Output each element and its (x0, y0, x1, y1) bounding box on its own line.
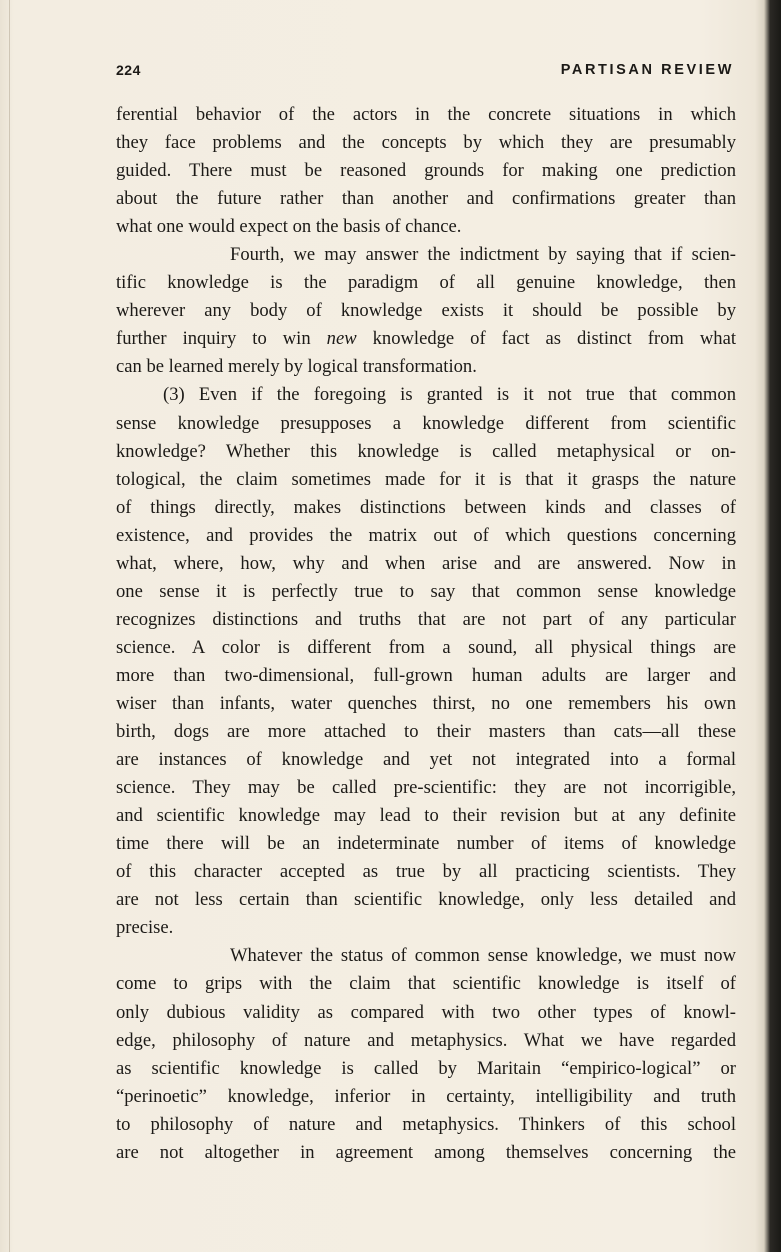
page-gutter-edge (9, 0, 10, 1252)
text-line-content: wiser than infants, water quenches thirst, no one remembers his own (116, 692, 736, 714)
text-line (116, 466, 736, 494)
text-line (116, 410, 736, 438)
text-line (116, 241, 736, 269)
text-line (116, 438, 736, 466)
text-line (116, 718, 736, 746)
text-line-content: time there will be an indeterminate number of items of knowledge (116, 833, 736, 855)
text-line (116, 970, 736, 998)
text-line-content: are instances of knowledge and yet not integrated into a formal (116, 749, 736, 771)
text-line (116, 381, 736, 409)
text-line-content: sense knowledge presupposes a knowledge different from scientific (116, 412, 736, 434)
text-line-content: recognizes distinctions and truths that are not part of any particular (116, 608, 736, 630)
text-line-content: more than two-dimensional, full-grown human adults are larger and (116, 664, 736, 686)
text-line (116, 662, 736, 690)
text-line (116, 297, 736, 325)
text-line-content: of this character accepted as true by all practicing scientists. They (116, 861, 736, 883)
text-line (116, 802, 736, 830)
text-line (116, 101, 736, 129)
text-line-content: (3) Even if the foregoing is granted is it not true that common (163, 384, 736, 406)
text-line-content: ferential behavior of the actors in the concrete situations in which (116, 104, 736, 125)
text-line (116, 185, 736, 213)
text-line (116, 634, 736, 662)
text-line-content: existence, and provides the matrix out of which questions concerning (116, 524, 736, 546)
text-line-content: science. A color is different from a sound, all physical things are (116, 636, 736, 658)
text-line-content: what one would expect on the basis of chance. (116, 216, 462, 238)
text-line (116, 353, 736, 381)
text-line (116, 1139, 736, 1167)
text-line (116, 606, 736, 634)
text-line (116, 999, 736, 1027)
emphasized-word: new (326, 328, 357, 350)
page-header (116, 62, 734, 86)
text-line (116, 1083, 736, 1111)
text-line-content: only dubious validity as compared with two other types of knowl- (116, 1001, 736, 1023)
text-line (116, 886, 736, 914)
text-line (116, 746, 736, 774)
text-line-content: Whatever the status of common sense knowledge, we must now (230, 945, 736, 967)
text-line (116, 774, 736, 802)
text-line-continuation: knowledge of fact as distinct from what (372, 328, 736, 350)
body-text (116, 101, 736, 1167)
text-line (116, 1055, 736, 1083)
text-line-content: they face problems and the concepts by which they are presumably (116, 132, 736, 154)
text-line-content: what, where, how, why and when arise and are answered. Now in (116, 552, 736, 574)
text-line-content: one sense it is perfectly true to say that common sense knowledge (116, 580, 736, 602)
text-line (116, 858, 736, 886)
text-line-content: science. They may be called pre-scientific: they are not incorrigible, (116, 777, 736, 799)
text-line-content: are not less certain than scientific knowledge, only less detailed and (116, 889, 736, 911)
text-line-content: further inquiry to win (116, 328, 311, 350)
text-line-content: about the future rather than another and confirmations greater than (116, 188, 736, 210)
text-line (116, 550, 736, 578)
text-line (116, 213, 736, 241)
text-line-content: tific knowledge is the paradigm of all genuine knowledge, then (116, 272, 736, 294)
text-line (116, 129, 736, 157)
text-line (116, 690, 736, 718)
text-line-content: tological, the claim sometimes made for it is that it grasps the nature (116, 468, 736, 490)
text-line-content: of things directly, makes distinctions between kinds and classes of (116, 496, 736, 518)
text-line (116, 914, 736, 942)
text-line-content: birth, dogs are more attached to their masters than cats—all these (116, 721, 736, 743)
text-line-content: precise. (116, 917, 174, 939)
text-line (116, 522, 736, 550)
text-line (116, 325, 736, 353)
text-line-content: as scientific knowledge is called by Maritain “empirico-logical” or (116, 1057, 736, 1079)
text-line-content: can be learned merely by logical transformation. (116, 356, 477, 378)
text-line-content: and scientific knowledge may lead to their revision but at any definite (116, 805, 736, 827)
text-line-content: Fourth, we may answer the indictment by saying that if scien- (230, 244, 736, 266)
text-line-content: edge, philosophy of nature and metaphysics. What we have regarded (116, 1029, 736, 1051)
text-line-content: are not altogether in agreement among themselves concerning the (116, 1141, 736, 1163)
text-line (116, 1111, 736, 1139)
text-line-content: guided. There must be reasoned grounds for making one prediction (116, 160, 736, 182)
running-title: PARTISAN REVIEW (560, 62, 734, 78)
text-line-content: to philosophy of nature and metaphysics. Thinkers of this school (116, 1113, 736, 1135)
text-line (116, 942, 736, 970)
text-line-content: come to grips with the claim that scientific knowledge is itself of (116, 973, 736, 995)
text-line (116, 157, 736, 185)
text-line (116, 494, 736, 522)
text-line (116, 830, 736, 858)
text-line-content: knowledge? Whether this knowledge is called metaphysical or on- (116, 440, 736, 462)
text-line-content: wherever any body of knowledge exists it should be possible by (116, 300, 736, 322)
text-line-content: “perinoetic” knowledge, inferior in certainty, intelligibility and truth (116, 1085, 736, 1107)
text-line (116, 1027, 736, 1055)
text-line (116, 578, 736, 606)
page-number: 224 (116, 62, 141, 78)
text-line (116, 269, 736, 297)
